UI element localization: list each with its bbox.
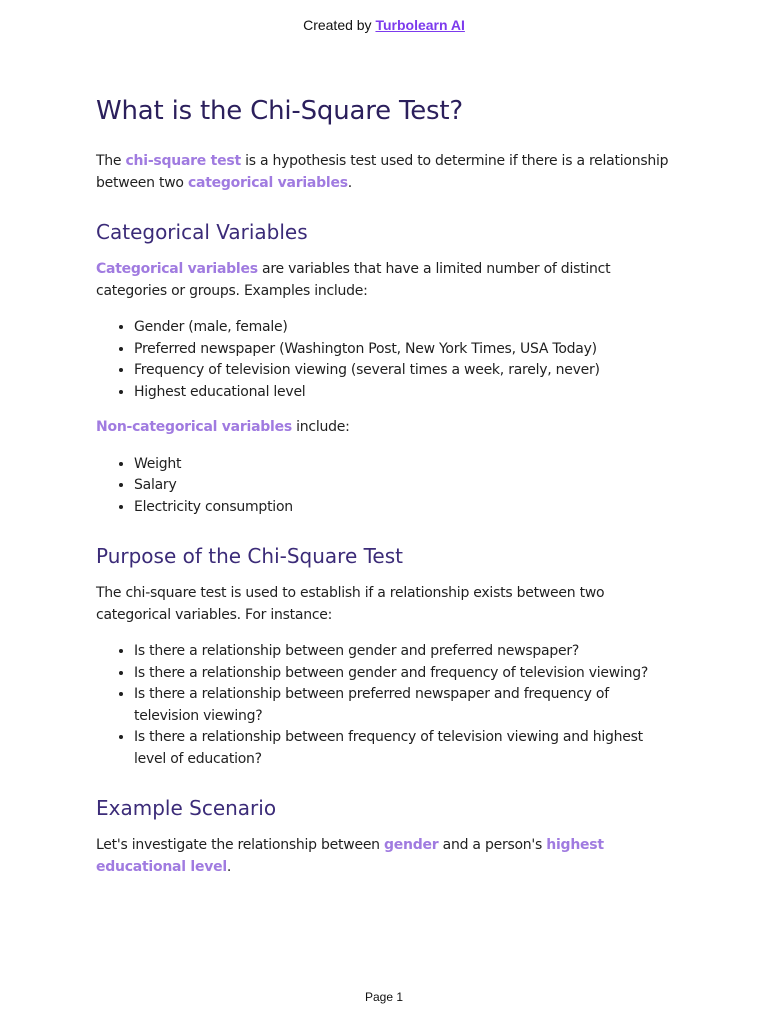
list-item: • Weight [134,454,674,476]
list-item: • Gender (male, female) [134,317,674,339]
page-title: What is the Chi-Square Test? [96,96,463,126]
term-highest-educational-level: highest educational level [96,837,604,875]
categorical-paragraph [96,259,674,302]
page-number: Page 1 [364,990,404,1004]
categorical-heading: Categorical Variables [96,220,308,245]
list-item: • Electricity consumption [134,497,674,519]
purpose-heading: Purpose of the Chi-Square Test [96,544,404,569]
scenario-section [96,796,674,878]
list-item: • Is there a relationship between gender and preferred newspaper? [134,641,674,663]
intro-paragraph [96,151,674,194]
scenario-heading: Example Scenario [96,796,277,821]
scenario-paragraph [96,835,674,878]
list-item: • Preferred newspaper (Washington Post, New York Times, USA Today) [134,339,674,361]
purpose-paragraph: The chi-square test is used to establish if a relationship exists between two categorical variables. For instance: [96,585,605,623]
purpose-section [96,544,674,770]
term-non-categorical-variables: Non-categorical variables [96,419,292,436]
categorical-examples-list [96,317,674,403]
categorical-text: are variables that have a limited number of distinct categories or groups. Examples include: [96,261,611,299]
list-item: • Highest educational level [134,382,674,404]
list-item: • Is there a relationship between gender and frequency of television viewing? [134,663,674,685]
list-item: • Frequency of television viewing (several times a week, rarely, never) [134,360,674,382]
intro-text-3: . [347,174,352,191]
term-categorical-variables: categorical variables [187,174,348,191]
term-gender: gender [384,837,439,854]
noncategorical-paragraph [96,417,674,439]
categorical-section [96,220,674,518]
purpose-questions-list [96,641,674,770]
scenario-text-2: and a person's [438,837,547,854]
intro-text-2: is a hypothesis test used to determine if there is a relationship between two [96,153,669,191]
scenario-text-3: . [226,858,232,875]
list-item: • Salary [134,475,674,497]
intro-text-1: The [96,153,126,170]
list-item: • Is there a relationship between frequency of television viewing and highest level of education? [134,727,674,770]
term-categorical-variables-2: Categorical variables [96,261,258,278]
scenario-text-1: Let's investigate the relationship between [96,837,385,854]
noncategorical-examples-list [96,454,674,519]
turbolearn-link[interactable]: Turbolearn AI [375,17,465,33]
document-body [96,96,674,893]
created-by-text: Created by [303,17,376,33]
page-header [0,17,768,33]
noncategorical-text: include: [291,419,350,436]
list-item: • Is there a relationship between preferred newspaper and frequency of television viewing? [134,684,674,727]
term-chi-square-test: chi-square test [125,153,241,170]
